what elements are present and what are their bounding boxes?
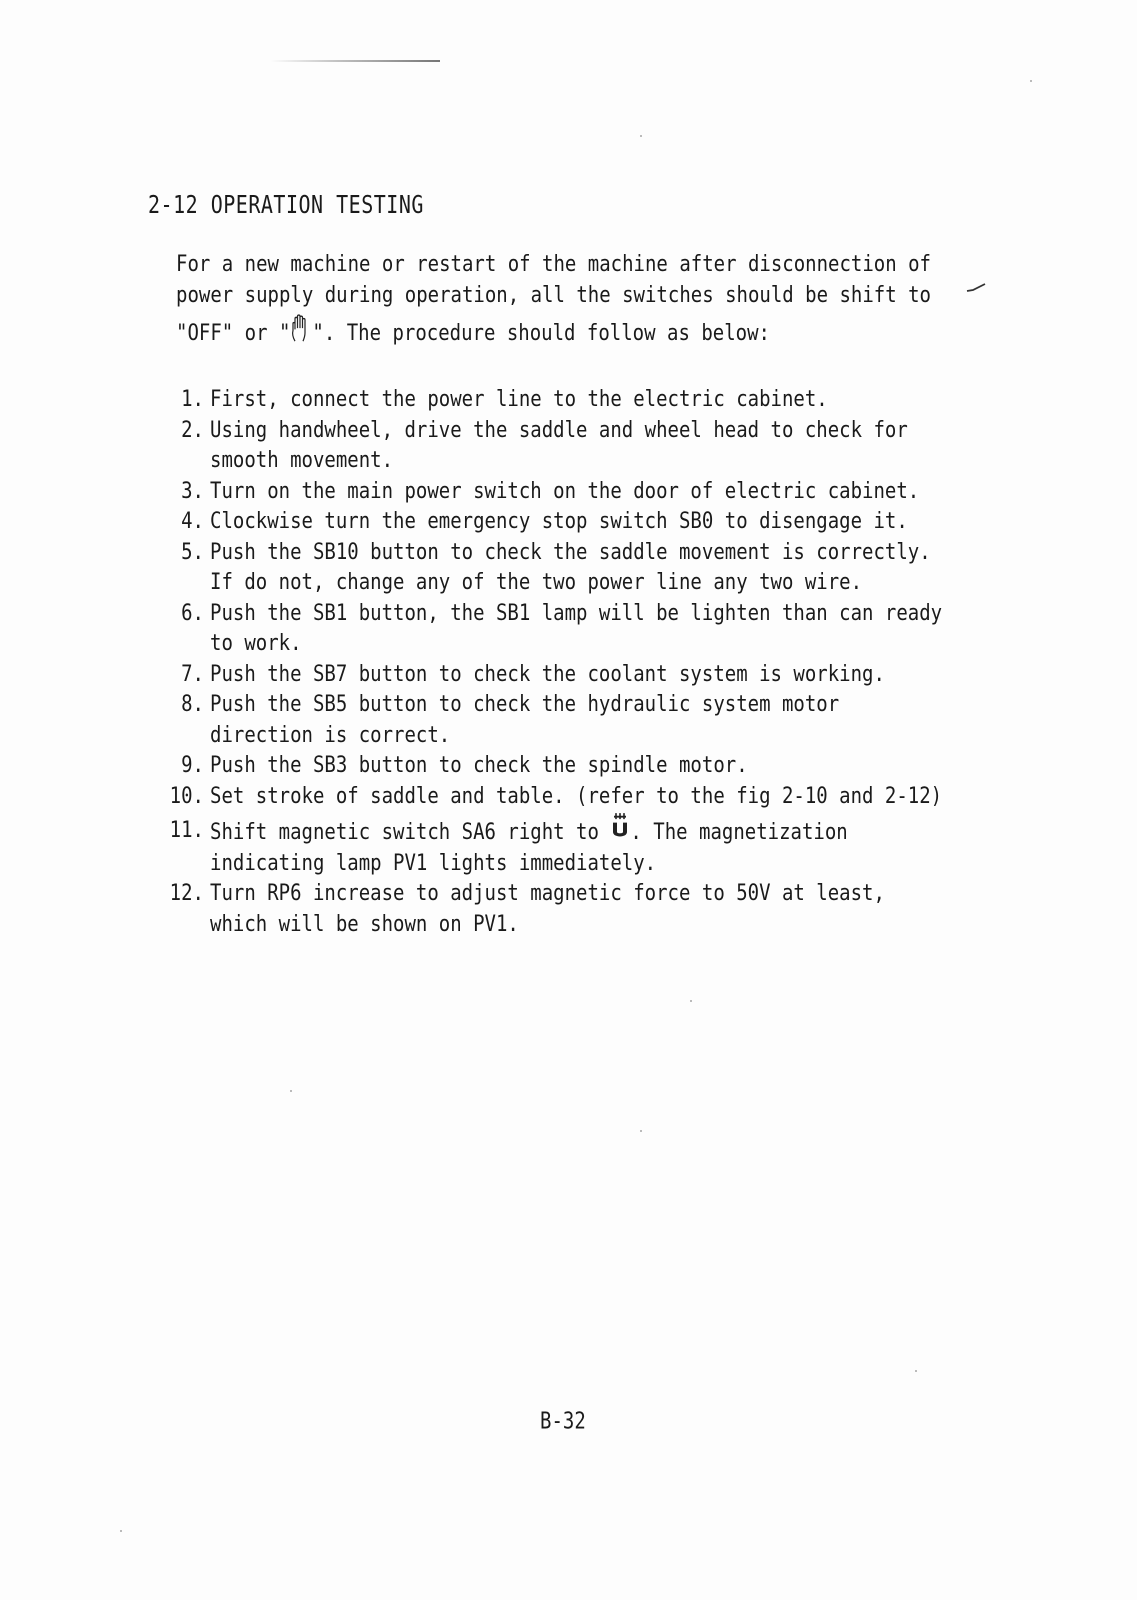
list-item: [160, 473, 980, 504]
step-number: 2.: [181, 416, 204, 443]
list-item: [160, 381, 980, 412]
list-item: [160, 503, 980, 534]
step-number: 10.: [169, 782, 204, 809]
list-item: [160, 812, 980, 875]
intro-line-2: power supply during operation, all the switches should be shift to: [176, 281, 931, 308]
scan-speck: [120, 1530, 122, 1532]
intro-line-3-suffix: ". The procedure should follow as below:: [312, 319, 770, 346]
section-title: 2-12 OPERATION TESTING: [148, 189, 424, 219]
list-item: [160, 534, 980, 595]
scan-speck: [640, 1130, 642, 1132]
scan-speck: [1030, 80, 1032, 82]
intro-line-1: For a new machine or restart of the machine after disconnection of: [176, 250, 931, 277]
list-item: [160, 595, 980, 656]
step-text: Push the SB1 button, the SB1 lamp will be lighten than can ready: [210, 599, 943, 626]
step-text-continued: If do not, change any of the two power line any two wire.: [210, 568, 863, 595]
magnet-icon: [610, 812, 630, 843]
list-item: [160, 778, 980, 809]
step-text: Push the SB10 button to check the saddle movement is correctly.: [210, 538, 931, 565]
procedure-list: [160, 381, 980, 936]
list-item: [160, 747, 980, 778]
step-text: Push the SB7 button to check the coolant system is working.: [210, 660, 885, 687]
step-text: Using handwheel, drive the saddle and wheel head to check for: [210, 416, 908, 443]
step-number: 9.: [181, 751, 204, 778]
list-item: [160, 686, 980, 747]
step-text-continued: smooth movement.: [210, 446, 394, 473]
step-text-continued: to work.: [210, 629, 302, 656]
scan-speck: [915, 1370, 917, 1372]
step-number: 12.: [169, 879, 204, 906]
step-text: Push the SB3 button to check the spindle motor.: [210, 751, 748, 778]
intro-line-3-prefix: "OFF" or ": [176, 319, 291, 346]
step-number: 8.: [181, 690, 204, 717]
step-number: 1.: [181, 385, 204, 412]
step-text-continued: which will be shown on PV1.: [210, 910, 519, 937]
step-text: Clockwise turn the emergency stop switch SB0 to disengage it.: [210, 507, 908, 534]
step-number: 5.: [181, 538, 204, 565]
step-text: Set stroke of saddle and table. (refer to the fig 2-10 and 2-12): [210, 782, 943, 809]
step-number: 7.: [181, 660, 204, 687]
list-item: [160, 412, 980, 473]
step-number: 4.: [181, 507, 204, 534]
step-text-continued: indicating lamp PV1 lights immediately.: [210, 849, 657, 876]
scan-speck: [290, 1090, 292, 1092]
step-text: Push the SB5 button to check the hydraulic system motor: [210, 690, 840, 717]
step-text-suffix: . The magnetization: [630, 819, 848, 846]
list-item: [160, 875, 980, 936]
scan-speck: [640, 135, 642, 137]
intro-line-3: [176, 314, 976, 352]
step-number: 11.: [169, 816, 204, 843]
step-text: Turn on the main power switch on the door of electric cabinet.: [210, 477, 920, 504]
intro-paragraph: [176, 246, 976, 346]
step-text-continued: direction is correct.: [210, 721, 451, 748]
step-text: Turn RP6 increase to adjust magnetic force to 50V at least,: [210, 879, 885, 906]
step-text-prefix: Shift magnetic switch SA6 right to: [210, 819, 611, 846]
hand-icon: [290, 314, 312, 342]
scan-speck: [690, 1000, 692, 1002]
scan-artifact: [270, 60, 440, 62]
list-item: [160, 656, 980, 687]
step-text: First, connect the power line to the electric cabinet.: [210, 385, 828, 412]
page-number: B-32: [540, 1408, 586, 1435]
step-number: 3.: [181, 477, 204, 504]
step-number: 6.: [181, 599, 204, 626]
